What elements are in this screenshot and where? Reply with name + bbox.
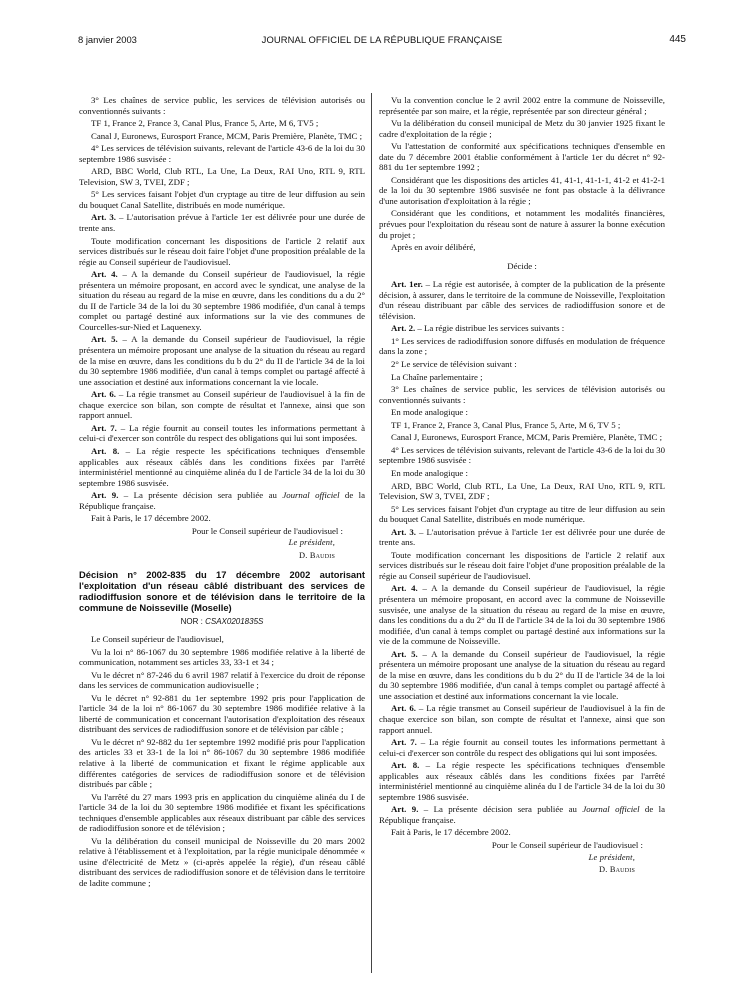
- article-label: Art. 5.: [91, 334, 118, 345]
- paragraph: ARD, BBC World, Club RTL, La Une, La Deux, RAI Uno, RTL 9, RTL Television, SW 3, TVEI, ZDF ;: [379, 480, 665, 502]
- paragraph: 5° Les services faisant l'objet d'un cryptage au titre de leur diffusion au sein du bouquet Canal Satellite, distribués en mode numérique.: [79, 189, 365, 210]
- paragraph: Vu l'arrêté du 27 mars 1993 pris en application du cinquième alinéa du I de l'article 34 de la loi du 30 septembre 1986 modifiée et fixant les spécifications techniques d'ensemble applicables aux réseaux distribuant par câble des services de radiodiffusion sonore et de télévision ;: [79, 791, 365, 834]
- signature-title: Le président,: [588, 852, 635, 862]
- paragraph: Canal J, Euronews, Eurosport France, MCM, Paris Première, Planète, TMC ;: [91, 130, 363, 141]
- article-6: Art. 6. – La régie transmet au Conseil supérieur de l'audiovisuel à la fin de chaque exercice son bilan, son compte de résultat et l'annexe, ainsi que son rapport annuel.: [379, 703, 665, 735]
- article-label: Art. 2.: [391, 323, 416, 334]
- article-1: Art. 1er. – La régie est autorisée, à compter de la publication de la présente décision, à assurer, dans le territoire de la commune de Noisseville, l'exploitation d'un réseau distribuant par câble des services de radiodiffusion sonore et de télévision.: [379, 279, 665, 321]
- paragraph: ARD, BBC World, Club RTL, La Une, La Deux, RAI Uno, RTL 9, RTL Television, SW 3, TVEI, ZDF ;: [79, 166, 365, 187]
- column-divider: [371, 93, 372, 973]
- article-label: Art. 6.: [91, 389, 116, 400]
- article-7: Art. 7. – La régie fournit au conseil toutes les informations permettant à celui-ci d'exercer son contrôle du respect des obligations qui lui sont imposées.: [379, 737, 666, 758]
- article-label: Art. 8.: [391, 760, 420, 771]
- paragraph: 4° Les services de télévision suivants, relevant de l'article 43-6 de la loi du 30 septembre 1986 susvisée :: [79, 143, 365, 164]
- paragraph: Considérant que les dispositions des articles 41, 41-1, 41-1-1, 41-2 et 41-2-1 de la loi du 30 septembre 1986 susvisée ne font pas obstacle à la délivrance d'une autorisation d'exploitation à la régie ;: [379, 174, 665, 206]
- article-4: Art. 4. – A la demande du Conseil supérieur de l'audiovisuel, la régie présentera un mémoire proposant, en accord avec la commune de Noisseville susvisée, une analyse de la situation du réseau au regard de la mise en œuvre, dans les conditions du a du 2° du II de l'article 34 de la loi du 30 septembre 1986 modifiée, d'un canal à temps complet ou partagé destiné aux informations sur la vie de la commune de Noisseville.: [379, 583, 666, 647]
- paragraph: Toute modification concernant les dispositions de l'article 2 relatif aux services distribués sur le réseau doit faire l'objet d'une proposition préalable de la régie au Conseil supérieur de l'audiovisuel.: [79, 235, 365, 267]
- article-label: Art. 3.: [91, 212, 117, 223]
- paragraph: 3° Les chaînes de service public, les services de télévision autorisés ou conventionnés suivants :: [79, 95, 365, 116]
- decision-title: Décision n° 2002-835 du 17 décembre 2002 autorisant l'exploitation d'un réseau câblé distribuant des services de radiodiffusion sonore et de télévision dans le territoire de la commune de Noisseville (Moselle): [79, 569, 365, 614]
- decide-heading: Décide :: [507, 260, 537, 271]
- article-9: Art. 9. – La présente décision sera publiée au Journal officiel de la République française.: [79, 490, 365, 511]
- header-date: 8 janvier 2003: [78, 34, 137, 45]
- paragraph: TF 1, France 2, France 3, Canal Plus, France 5, Arte, M 6, TV5 ;: [91, 118, 319, 129]
- paragraph: 4° Les services de télévision suivants, relevant de l'article 43-6 de la loi du 30 septembre 1986 susvisée :: [379, 444, 665, 466]
- right-column: [379, 95, 665, 878]
- paragraph: Vu la loi n° 86-1067 du 30 septembre 1986 modifiée relative à la liberté de communication, notamment ses articles 33, 33-1 et 34 ;: [79, 646, 365, 668]
- paragraph: Vu l'attestation de conformité aux spécifications techniques d'ensemble en date du 7 décembre 2001 établie conformément à l'article 1er du décret n° 92-881 du 1er septembre 1992 ;: [379, 141, 665, 173]
- article-9: Art. 9. – La présente décision sera publiée au Journal officiel de la République française.: [379, 804, 665, 825]
- article-label: Art. 6.: [391, 703, 416, 714]
- paragraph: Après en avoir délibéré,: [391, 242, 476, 253]
- signature-line: Pour le Conseil supérieur de l'audiovisuel :: [491, 840, 643, 850]
- paragraph: Vu la délibération du conseil municipal de Metz du 30 janvier 1925 fixant le cadre d'exploitation de la régie ;: [379, 118, 665, 139]
- signing-date: Fait à Paris, le 17 décembre 2002.: [391, 827, 511, 838]
- page-number: 445: [669, 34, 686, 45]
- article-label: Art. 4.: [391, 583, 418, 594]
- paragraph: Vu le décret n° 87-246 du 6 avril 1987 relatif à l'exercice du droit de réponse dans les services de communication audiovisuelle ;: [79, 669, 365, 691]
- header-journal-title: JOURNAL OFFICIEL DE LA RÉPUBLIQUE FRANÇAISE: [261, 34, 503, 45]
- signing-date: Fait à Paris, le 17 décembre 2002.: [91, 513, 211, 524]
- article-label: Art. 1er.: [391, 279, 423, 290]
- article-4: Art. 4. – A la demande du Conseil supérieur de l'audiovisuel, la régie présentera un mémoire proposant, en accord avec le syndicat, une analyse de la situation du réseau au regard de la mise en œuvre, dans les conditions du a du 2° du II de l'article 34 de la loi du 30 septembre 1986 modifiée, d'un canal à temps complet ou partagé destiné aux informations sur la vie des communes de Courcelles-sur-Nied et Laquenexy.: [79, 269, 366, 332]
- paragraph: En mode analogique :: [391, 407, 468, 418]
- article-label: Art. 7.: [91, 422, 117, 433]
- left-column: [79, 95, 365, 891]
- paragraph: 5° Les services faisant l'objet d'un cryptage au titre de leur diffusion au sein du bouquet Canal Satellite, distribués en mode numérique.: [379, 503, 665, 525]
- article-8: Art. 8. – La régie respecte les spécifications techniques d'ensemble applicables aux réseaux câblés dans les conditions fixées par l'arrêté interministériel mentionné au cinquième alinéa du I de l'article 34 de la loi du 30 septembre 1986 susvisée.: [79, 445, 366, 488]
- article-5: Art. 5. – A la demande du Conseil supérieur de l'audiovisuel, la régie présentera un mémoire proposant une analyse de la situation du réseau au regard de la mise en œuvre, dans les conditions du b du 2° du II de l'article 34 de la loi du 30 septembre 1986 modifiée, d'un canal à temps complet ou partagé affecté à une association et destiné aux informations concernant la vie locale.: [79, 334, 366, 387]
- nor-reference: NOR : CSAX0201835S: [180, 617, 264, 627]
- paragraph: TF 1, France 2, France 3, Canal Plus, France 5, Arte, M 6, TV 5 ;: [391, 419, 621, 430]
- paragraph: Toute modification concernant les dispositions de l'article 2 relatif aux services distribués sur le réseau doit faire l'objet d'une proposition préalable de la régie au Conseil supérieur de l'audiovisuel.: [379, 549, 665, 581]
- article-5: Art. 5. – A la demande du Conseil supérieur de l'audiovisuel, la régie présentera un mémoire proposant une analyse de la situation du réseau au regard de la mise en œuvre, dans les conditions du b du 2° du II de l'article 34 de la loi du 30 septembre 1986 modifiée, d'un canal à temps complet ou partagé affecté à une association et destiné aux informations concernant la vie locale.: [379, 648, 666, 701]
- article-label: Art. 3.: [391, 526, 417, 537]
- page-header: [78, 34, 686, 48]
- article-label: Art. 4.: [91, 269, 118, 280]
- paragraph: Vu le décret n° 92-881 du 1er septembre 1992 pris pour l'application de l'article 34 de la loi n° 86-1067 du 30 septembre 1986 modifiée relative à la liberté de communication et concernant l'autorisation d'exploitation des réseaux distribuant des services de radiodiffusion sonore et de télévision par câble ;: [79, 692, 365, 735]
- paragraph: 1° Les services de radiodiffusion sonore diffusés en modulation de fréquence dans la zone ;: [379, 335, 665, 357]
- article-7: Art. 7. – La régie fournit au conseil toutes les informations permettant à celui-ci d'exercer son contrôle du respect des obligations qui lui sont imposées.: [79, 422, 366, 444]
- article-label: Art. 9.: [91, 490, 119, 501]
- paragraph: Vu la convention conclue le 2 avril 2002 entre la commune de Noisseville, représentée par son maire, et la régie, représentée par son directeur général ;: [379, 95, 665, 116]
- article-6: Art. 6. – La régie transmet au Conseil supérieur de l'audiovisuel à la fin de chaque exercice son bilan, son compte de résultat et l'annexe, ainsi que son rapport annuel.: [79, 389, 365, 421]
- paragraph: 3° Les chaînes de service public, les services de télévision autorisés ou conventionnés suivants :: [379, 384, 665, 405]
- signature-name: D. Baudis: [299, 550, 335, 560]
- paragraph: Le Conseil supérieur de l'audiovisuel,: [91, 633, 224, 644]
- signature-name: D. Baudis: [599, 865, 635, 875]
- article-label: Art. 9.: [391, 804, 419, 815]
- paragraph: En mode analogique :: [391, 467, 468, 478]
- paragraph: La Chaîne parlementaire ;: [391, 371, 483, 382]
- article-label: Art. 8.: [91, 445, 120, 456]
- article-8: Art. 8. – La régie respecte les spécifications techniques d'ensemble applicables aux réseaux câblés dans les conditions fixées par l'arrêté interministériel mentionné au cinquième alinéa du I de l'article 34 de la loi du 30 septembre 1986 susvisée.: [379, 760, 666, 802]
- article-2: Art. 2. – La régie distribue les services suivants :: [391, 323, 565, 334]
- signature-line: Pour le Conseil supérieur de l'audiovisuel :: [191, 525, 343, 536]
- paragraph: 2° Le service de télévision suivant :: [391, 359, 517, 370]
- paragraph: Considérant que les conditions, et notamment les modalités financières, prévues pour l'exploitation du réseau sont de nature à assurer la bonne exécution du projet ;: [379, 208, 665, 240]
- article-label: Art. 7.: [391, 737, 417, 748]
- article-3: Art. 3. – L'autorisation prévue à l'article 1er est délivrée pour une durée de trente ans.: [79, 212, 365, 234]
- paragraph: Vu la délibération du conseil municipal de Noisseville du 20 mars 2002 relative à l'établissement et à l'exploitation, par la régie municipale dénommée « usine d'électricité de Metz » (ci-après appelée la régie), d'un réseau câblé distribuant des services de radiodiffusion sonore et de télévision dans le territoire de ladite commune ;: [79, 835, 365, 888]
- paragraph: Vu le décret n° 92-882 du 1er septembre 1992 modifié pris pour l'application des articles 33 et 33-1 de la loi n° 86-1067 du 30 septembre 1986 modifiée relative à la liberté de communication et fixant le régime applicable aux différentes catégories de services de radiodiffusion sonore et de télévision distribués par câble ;: [79, 736, 365, 790]
- article-label: Art. 5.: [391, 648, 418, 659]
- article-3: Art. 3. – L'autorisation prévue à l'article 1er est délivrée pour une durée de trente ans.: [379, 526, 665, 548]
- paragraph: Canal J, Euronews, Eurosport France, MCM, Paris Première, Planète, TMC ;: [391, 432, 663, 443]
- signature-title: Le président,: [288, 538, 335, 548]
